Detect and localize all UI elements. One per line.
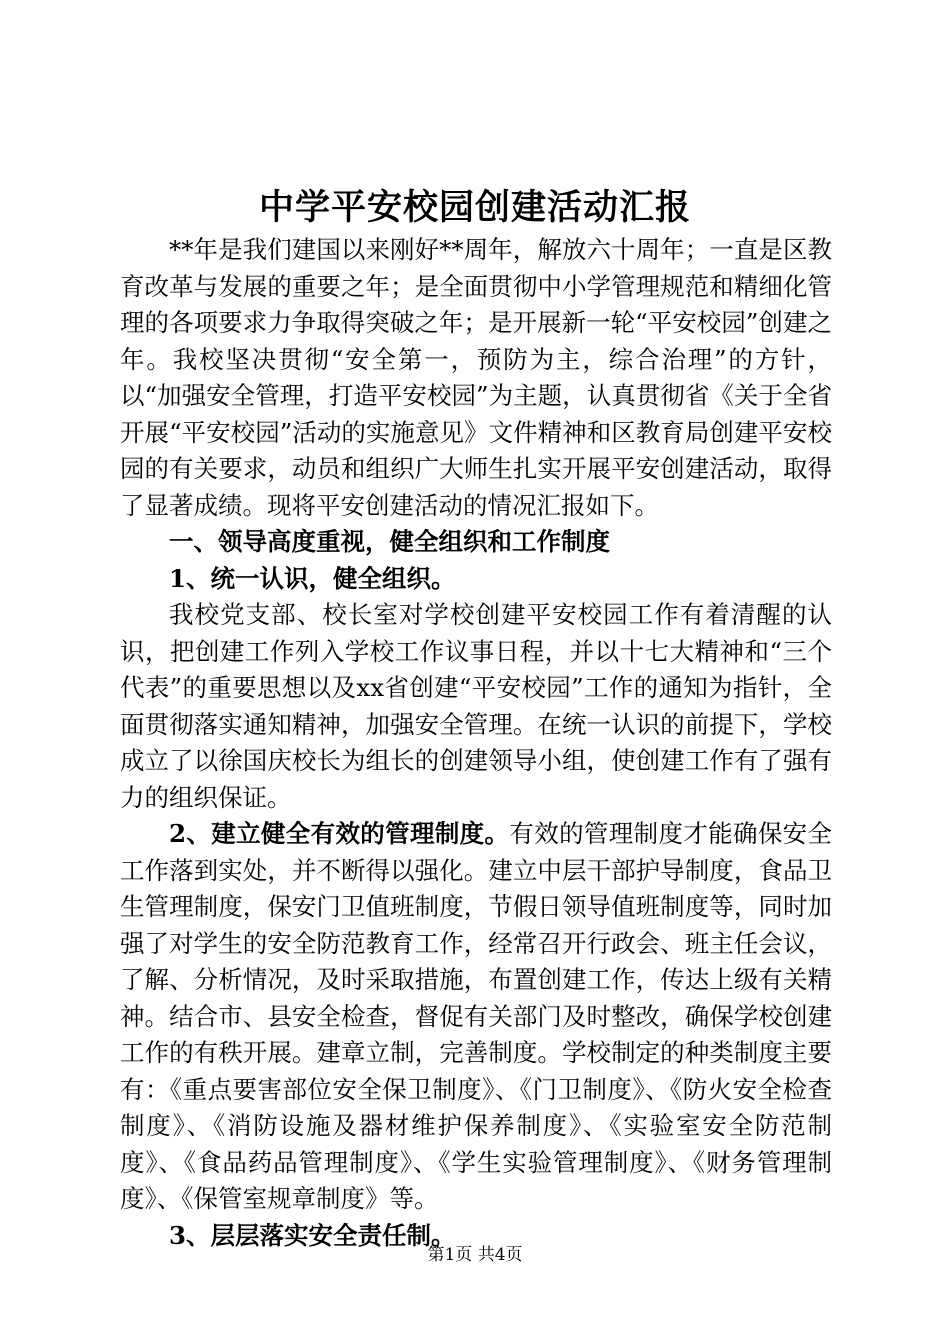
subsection-paragraph-1: 我校党支部、校长室对学校创建平安校园工作有着清醒的认识，把创建工作列入学校工作议事日程，并以十七大精神和“三个代表”的重要思想以及xx省创建“平安校园”工作的通知为指针，全面贯彻落实通知精神，加强安全管理。在统一认识的前提下，学校成立了以徐国庆校长为组长的创建领导小组，使创建工作有了强有力的组织保证。 (120, 600, 832, 812)
section-heading-1: 一、领导高度重视，健全组织和工作制度 (169, 527, 610, 556)
subsection-text-2: 有效的管理制度才能确保安全工作落到实处，并不断得以强化。建立中层干部护导制度，食品卫生管理制度，保安门卫值班制度，节假日领导值班制度等，同时加强了对学生的安全防范教育工作，经常召开行政会、班主任会议，了解、分析情况，及时采取措施，布置创建工作，传达上级有关精神。结合市、县安全检查，督促有关部门及时整改，确保学校创建工作的有秩开展。建章立制，完善制度。学校制定的种类制度主要有：《重点要害部位安全保卫制度》、《门卫制度》、《防火安全检查制度》、《消防设施及器材维护保养制度》、《实验室安全防范制度》、《食品药品管理制度》、《学生实验管理制度》、《财务管理制度》、《保管室规章制度》等。 (120, 819, 833, 1213)
subsection-heading-2: 2、建立健全有效的管理制度。 (169, 819, 510, 848)
intro-paragraph: **年是我们建国以来刚好**周年，解放六十周年；一直是区教育改革与发展的重要之年；是全面贯彻中小学管理规范和精细化管理的各项要求力争取得突破之年；是开展新一轮“平安校园”创建之年。我校坚决贯彻“安全第一，预防为主，综合治理”的方针，以“加强安全管理，打造平安校园”为主题，认真贯彻省《关于全省开展“平安校园”活动的实施意见》文件精神和区教育局创建平安校园的有关要求，动员和组织广大师生扎实开展平安创建活动，取得了显著成绩。现将平安创建活动的情况汇报如下。 (120, 235, 832, 520)
page-number-footer: 第1页 共4页 (427, 1245, 523, 1265)
document-body (120, 232, 832, 1254)
document-title: 中学平安校园创建活动汇报 (258, 187, 691, 228)
subsection-paragraph-2 (120, 816, 832, 1218)
subsection-heading-1: 1、统一认识，健全组织。 (169, 563, 456, 593)
subsection-heading-3: 3、层层落实安全责任制。 (169, 1220, 456, 1250)
